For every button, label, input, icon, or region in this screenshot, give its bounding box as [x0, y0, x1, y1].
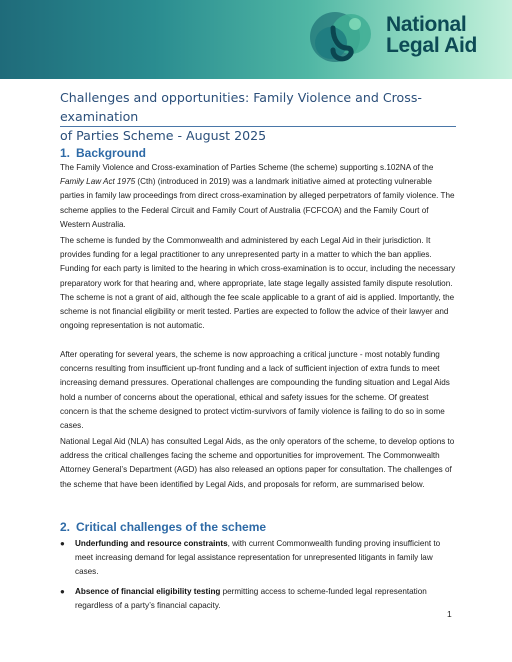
list-item [60, 585, 458, 613]
section-2-heading [60, 520, 266, 534]
document-title [60, 88, 460, 145]
background-paragraph-4: National Legal Aid (NLA) has consulted Legal Aids, as the only operators of the scheme, to develop options to address the critical challenges facing the scheme and opportunities for improvement. The Commonwealth Attorney General’s Department (AGD) has also released an options paper for consultation. The challenges of the scheme that have been identified by Legal Aids, and proposals for reform, are summarised below. [60, 437, 455, 489]
title-divider [60, 126, 456, 127]
bullet-2-text: permitting access to scheme-funded legal representation regardless of a party’s financial capacity. [75, 586, 427, 610]
section-1-heading [60, 146, 146, 160]
challenges-list [60, 537, 458, 618]
section-2-title: Critical challenges of the scheme [76, 520, 267, 534]
logo-wordmark [386, 14, 506, 56]
p1-text-b: (Cth) (introduced in 2019) was a landmark initiative aimed at protecting vulnerable parties in family law proceedings from direct cross-examination by alleged perpetrators of family violence. The scheme applies to the Federal Circuit and Family Court of Australia (FCFCOA) and the Family Court of Western Australia. [60, 177, 455, 229]
bullet-1-text: , with current Commonwealth funding proving insufficient to meet increasing demand for legal assistance representation for unrepresented litigants in family law cases. [75, 539, 441, 577]
bullet-1-bold: Underfunding and resource constraints [75, 539, 228, 548]
page-number: 1 [447, 609, 452, 619]
section-1-number: 1. [60, 146, 71, 160]
logo-line-1: National [386, 13, 467, 36]
p1-act-name: Family Law Act 1975 [60, 177, 136, 187]
list-item [60, 537, 458, 580]
section-2-number: 2. [60, 520, 71, 534]
background-paragraph-3: After operating for several years, the scheme is now approaching a critical juncture - most notably funding concerns resulting from insufficient up-front funding and a lack of sufficient injection of extra funds to meet increasing demand pressures. Operational challenges are compounding the funding situation and Legal Aids hold a number of concerns about the operational, ethical and safety issues for the scheme. Of greatest concern is that the scheme designed to protect victim-survivors of family violence is failing to do so in some cases. [60, 350, 450, 431]
background-paragraph-1 [60, 161, 458, 232]
header-banner [0, 0, 512, 79]
section-1-title: Background [76, 146, 147, 160]
p1-text-a: The Family Violence and Cross-examination of Parties Scheme (the scheme) supporting s.102NA of the [60, 163, 434, 172]
bullet-icon: ● [60, 539, 65, 548]
bullet-icon: ● [60, 586, 65, 596]
background-paragraph-2: The scheme is funded by the Commonwealth and administered by each Legal Aid in their jurisdiction. It provides funding for a legal practitioner to any unrepresented party in a matter to which the ban applies. Funding for each party is limited to the hearing in which cross-examination is to occur, including the necessary preparatory work for that hearing and, where appropriate, late stage legally assisted family dispute resolution. The scheme is not a grant of aid, although the fee scale applicable to a grant of aid is applied. Importantly, the scheme is not financial eligibility or merit tested. Parties are expected to follow the advice of their lawyer and ongoing representation is not automatic. [60, 236, 456, 331]
national-legal-aid-logo-icon [303, 10, 383, 68]
logo-line-2: Legal Aid [386, 34, 478, 57]
title-line-2: of Parties Scheme - August 2025 [60, 128, 267, 143]
title-line-1: Challenges and opportunities: Family Violence and Cross-examination [60, 90, 422, 124]
bullet-2-bold: Absence of financial eligibility testing [75, 586, 221, 596]
